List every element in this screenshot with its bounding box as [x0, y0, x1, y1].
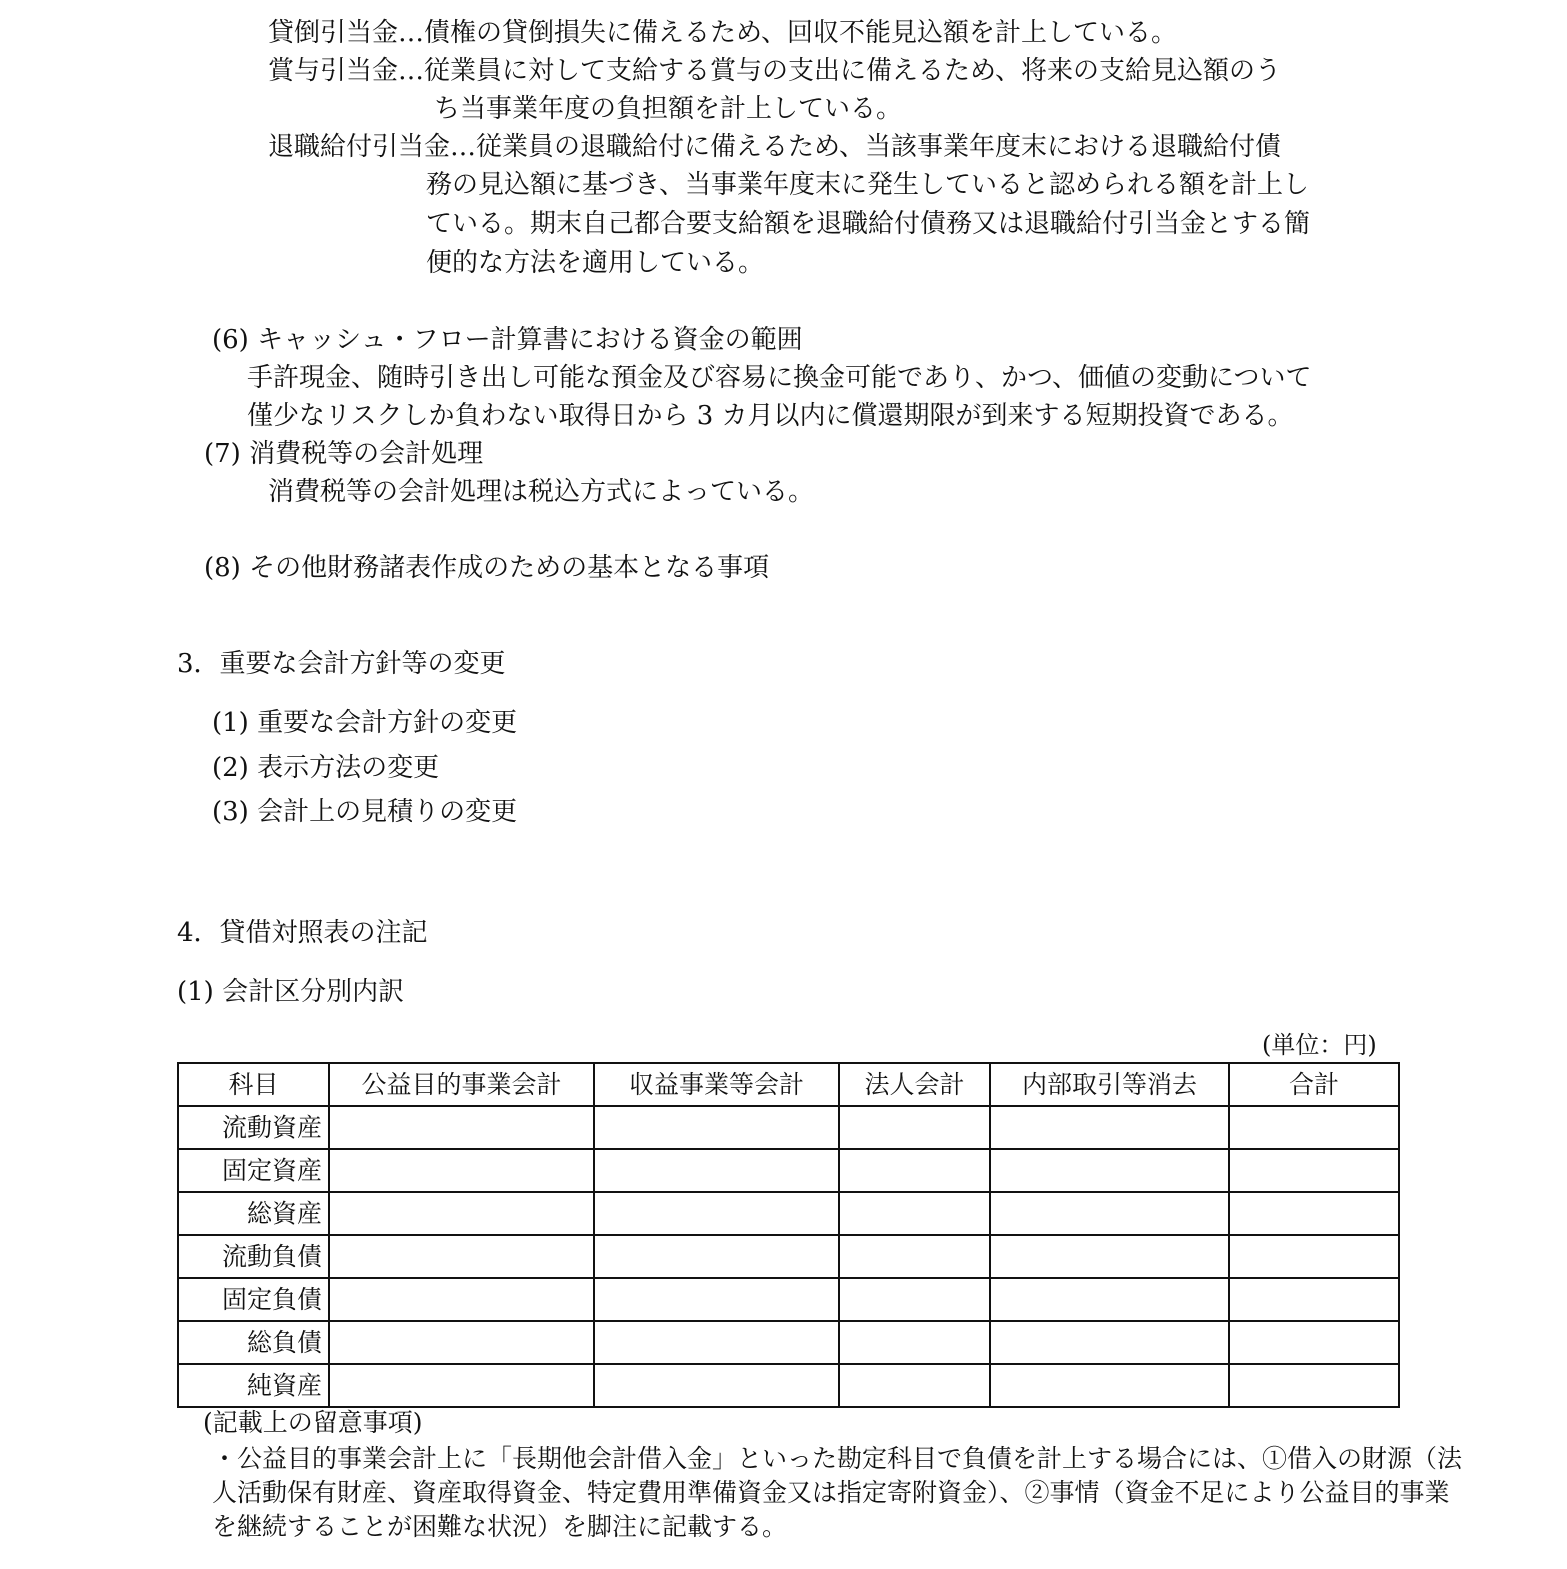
- table-cell: [594, 1278, 839, 1321]
- header-corporate: 法人会計: [839, 1063, 990, 1106]
- table-cell: [839, 1278, 990, 1321]
- row-label: 総資産: [178, 1192, 329, 1235]
- section-7-text: 消費税等の会計処理は税込方式によっている。: [268, 477, 815, 507]
- retirement-reserve-text-3: ている。期末自己都合要支給額を退職給付債務又は退職給付引当金とする簡: [426, 209, 1311, 239]
- header-total: 合計: [1229, 1063, 1399, 1106]
- row-label: 流動負債: [178, 1235, 329, 1278]
- bad-debt-reserve-text: 貸倒引当金…債権の貸倒損失に備えるため、回収不能見込額を計上している。: [268, 18, 1177, 48]
- accounting-breakdown-table: [177, 1062, 1400, 1408]
- header-public-purpose: 公益目的事業会計: [329, 1063, 594, 1106]
- table-cell: [990, 1149, 1229, 1192]
- table-cell: [1229, 1106, 1399, 1149]
- table-cell: [1229, 1364, 1399, 1407]
- table-cell: [329, 1149, 594, 1192]
- table-row: [178, 1321, 1399, 1364]
- table-cell: [990, 1321, 1229, 1364]
- table-cell: [839, 1106, 990, 1149]
- table-cell: [990, 1192, 1229, 1235]
- table-cell: [594, 1364, 839, 1407]
- section-6-text-2: 僅少なリスクしか負わない取得日から 3 カ月以内に償還期限が到来する短期投資である。: [247, 401, 1294, 431]
- table-header-row: [178, 1063, 1399, 1106]
- header-revenue-business: 収益事業等会計: [594, 1063, 839, 1106]
- table-cell: [839, 1149, 990, 1192]
- table-cell: [329, 1321, 594, 1364]
- row-label: 流動資産: [178, 1106, 329, 1149]
- row-label: 純資産: [178, 1364, 329, 1407]
- notes-text-3: を継続することが困難な状況）を脚注に記載する。: [212, 1512, 788, 1541]
- notes-text-2: 人活動保有財産、資産取得資金、特定費用準備資金又は指定寄附資金）、②事情（資金不足により公益目的事業: [212, 1478, 1450, 1507]
- table-cell: [329, 1278, 594, 1321]
- table-cell: [990, 1278, 1229, 1321]
- table-cell: [594, 1235, 839, 1278]
- table-cell: [839, 1235, 990, 1278]
- section-6-text-1: 手許現金、随時引き出し可能な預金及び容易に換金可能であり、かつ、価値の変動について: [247, 363, 1312, 393]
- row-label: 固定資産: [178, 1149, 329, 1192]
- table-cell: [1229, 1192, 1399, 1235]
- table-cell: [1229, 1278, 1399, 1321]
- bonus-reserve-text-2: ち当事業年度の負担額を計上している。: [434, 94, 903, 124]
- table-row: [178, 1364, 1399, 1407]
- section-3-item-2: (2) 表示方法の変更: [212, 753, 440, 783]
- table-cell: [1229, 1321, 1399, 1364]
- section-7-heading: (7) 消費税等の会計処理: [204, 439, 484, 469]
- table-cell: [839, 1321, 990, 1364]
- table-cell: [990, 1106, 1229, 1149]
- table-cell: [329, 1364, 594, 1407]
- header-elimination: 内部取引等消去: [990, 1063, 1229, 1106]
- table-cell: [839, 1364, 990, 1407]
- unit-label: (単位：円): [1262, 1031, 1377, 1059]
- retirement-reserve-text-2: 務の見込額に基づき、当事業年度末に発生していると認められる額を計上し: [426, 170, 1309, 200]
- section-6-heading: (6) キャッシュ・フロー計算書における資金の範囲: [212, 325, 803, 355]
- table-row: [178, 1149, 1399, 1192]
- table-cell: [1229, 1235, 1399, 1278]
- table-row: [178, 1192, 1399, 1235]
- table-row: [178, 1106, 1399, 1149]
- table-cell: [839, 1192, 990, 1235]
- table-cell: [329, 1192, 594, 1235]
- retirement-reserve-text-1: 退職給付引当金…従業員の退職給付に備えるため、当該事業年度末における退職給付債: [268, 132, 1281, 162]
- table-cell: [594, 1149, 839, 1192]
- row-label: 固定負債: [178, 1278, 329, 1321]
- section-4-heading: 4．貸借対照表の注記: [177, 918, 428, 948]
- table-cell: [1229, 1149, 1399, 1192]
- retirement-reserve-text-4: 便的な方法を適用している。: [426, 248, 765, 278]
- table-cell: [990, 1235, 1229, 1278]
- notes-heading: (記載上の留意事項): [203, 1408, 423, 1437]
- table-row: [178, 1235, 1399, 1278]
- section-8-heading: (8) その他財務諸表作成のための基本となる事項: [204, 553, 770, 583]
- section-4-sub-1: (1) 会計区分別内訳: [177, 977, 405, 1007]
- table-cell: [329, 1106, 594, 1149]
- table-cell: [594, 1192, 839, 1235]
- table-cell: [990, 1364, 1229, 1407]
- notes-text-1: ・公益目的事業会計上に「長期他会計借入金」といった勘定科目で負債を計上する場合には、①借入の財源（法: [212, 1444, 1463, 1473]
- section-3-heading: 3．重要な会計方針等の変更: [177, 649, 506, 679]
- bonus-reserve-text-1: 賞与引当金…従業員に対して支給する賞与の支出に備えるため、将来の支給見込額のう: [268, 56, 1281, 86]
- table-row: [178, 1278, 1399, 1321]
- section-3-item-1: (1) 重要な会計方針の変更: [212, 708, 518, 738]
- header-account: 科目: [178, 1063, 329, 1106]
- section-3-item-3: (3) 会計上の見積りの変更: [212, 797, 518, 827]
- row-label: 総負債: [178, 1321, 329, 1364]
- table-cell: [594, 1321, 839, 1364]
- table-cell: [594, 1106, 839, 1149]
- table-cell: [329, 1235, 594, 1278]
